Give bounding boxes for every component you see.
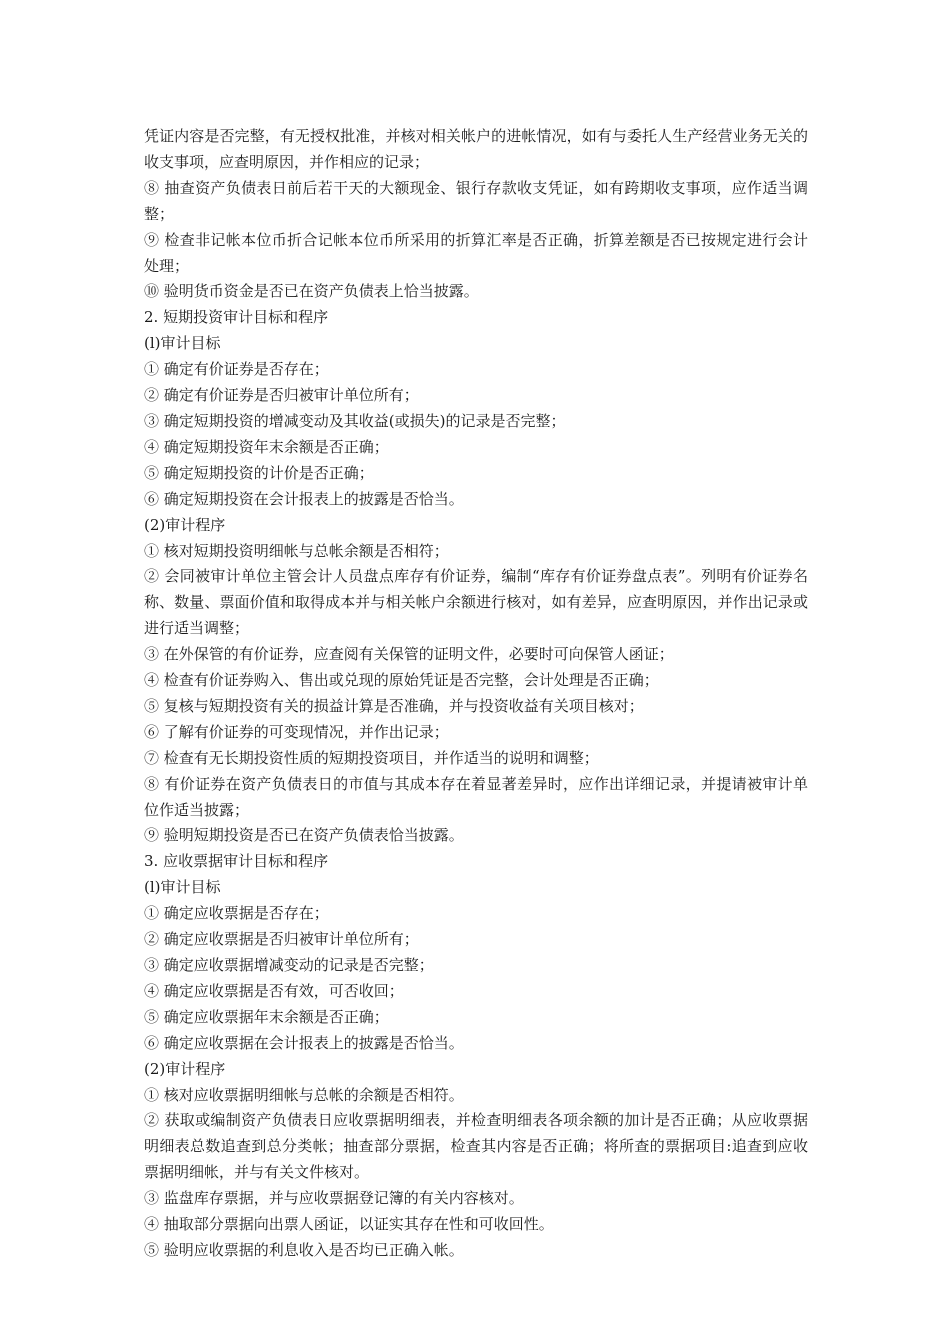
list-item: ⑦ 检查有无长期投资性质的短期投资项目，并作适当的说明和调整； <box>144 748 599 767</box>
list-item: ③ 在外保管的有价证券，应查阅有关保管的证明文件，必要时可向保管人函证； <box>144 645 674 664</box>
subheading-audit-procedures: (2)审计程序 <box>144 515 226 534</box>
paragraph-item-8-cutoff: ⑧ 抽查资产负债表日前后若干天的大额现金、银行存款收支凭证，如有跨期收支事项，应作适当调整； <box>144 178 808 223</box>
paragraph-voucher-continuation: 凭证内容是否完整，有无授权批准，并核对相关帐户的进帐情况，如有与委托人生产经营业务无关的收支事项，应查明原因，并作相应的记录； <box>144 127 808 171</box>
list-item: ② 确定有价证券是否归被审计单位所有； <box>144 386 419 405</box>
list-item: ② 确定应收票据是否归被审计单位所有； <box>144 930 419 949</box>
list-item: ⑥ 了解有价证券的可变现情况，并作出记录； <box>144 722 449 741</box>
list-item: ⑤ 确定应收票据年末余额是否正确； <box>144 1007 389 1026</box>
list-item: ③ 确定短期投资的增减变动及其收益(或损失)的记录是否完整； <box>144 411 566 430</box>
paragraph-item-10-disclosure: ⑩ 验明货币资金是否已在资产负债表上恰当披露。 <box>144 282 479 301</box>
document-body <box>144 124 808 1264</box>
list-item: ① 确定有价证券是否存在； <box>144 360 329 379</box>
list-item: ⑤ 确定短期投资的计价是否正确； <box>144 463 374 482</box>
list-item: ④ 确定应收票据是否有效，可否收回； <box>144 981 404 1000</box>
paragraph-item-9-exchange-rate: ⑨ 检查非记帐本位币折合记帐本位币所采用的折算汇率是否正确，折算差额是否已按规定进行会计处理； <box>144 230 808 275</box>
subheading-audit-objectives: (l)审计目标 <box>144 334 221 353</box>
section-heading-short-term-investment: 2. 短期投资审计目标和程序 <box>144 308 329 327</box>
list-item: ② 获取或编制资产负债表日应收票据明细表，并检查明细表各项余额的加计是否正确；从应收票据明细表总数追查到总分类帐；抽查部分票据，检查其内容是否正确；将所查的票据项目:追查到应收票据明细帐，并与有关文件核对。 <box>144 1111 808 1182</box>
list-item: ⑤ 验明应收票据的利息收入是否均已正确入帐。 <box>144 1240 464 1259</box>
list-item: ⑥ 确定短期投资在会计报表上的披露是否恰当。 <box>144 489 464 508</box>
subheading-audit-procedures: (2)审计程序 <box>144 1059 226 1078</box>
list-item: ④ 抽取部分票据向出票人函证，以证实其存在性和可收回性。 <box>144 1215 554 1234</box>
list-item: ⑤ 复核与短期投资有关的损益计算是否准确，并与投资收益有关项目核对； <box>144 696 644 715</box>
list-item: ④ 检查有价证券购入、售出或兑现的原始凭证是否完整，会计处理是否正确； <box>144 671 659 690</box>
list-item: ⑨ 验明短期投资是否已在资产负债表恰当披露。 <box>144 826 464 845</box>
list-item: ② 会同被审计单位主管会计人员盘点库存有价证券，编制“库存有价证券盘点表”。列明有价证券名称、数量、票面价值和取得成本并与相关帐户余额进行核对，如有差异，应查明原因，并作出记录或进行适当调整； <box>144 567 808 638</box>
list-item: ① 确定应收票据是否存在； <box>144 904 329 923</box>
list-item: ① 核对短期投资明细帐与总帐余额是否相符； <box>144 541 449 560</box>
list-item: ⑥ 确定应收票据在会计报表上的披露是否恰当。 <box>144 1033 464 1052</box>
section-heading-notes-receivable: 3. 应收票据审计目标和程序 <box>144 852 329 871</box>
list-item: ⑧ 有价证券在资产负债表日的市值与其成本存在着显著差异时，应作出详细记录，并提请被审计单位作适当披露； <box>144 774 808 819</box>
list-item: ① 核对应收票据明细帐与总帐的余额是否相符。 <box>144 1085 464 1104</box>
list-item: ③ 确定应收票据增减变动的记录是否完整； <box>144 956 434 974</box>
list-item: ③ 监盘库存票据，并与应收票据登记簿的有关内容核对。 <box>144 1189 524 1208</box>
list-item: ④ 确定短期投资年末余额是否正确； <box>144 437 389 456</box>
subheading-audit-objectives: (l)审计目标 <box>144 878 221 897</box>
